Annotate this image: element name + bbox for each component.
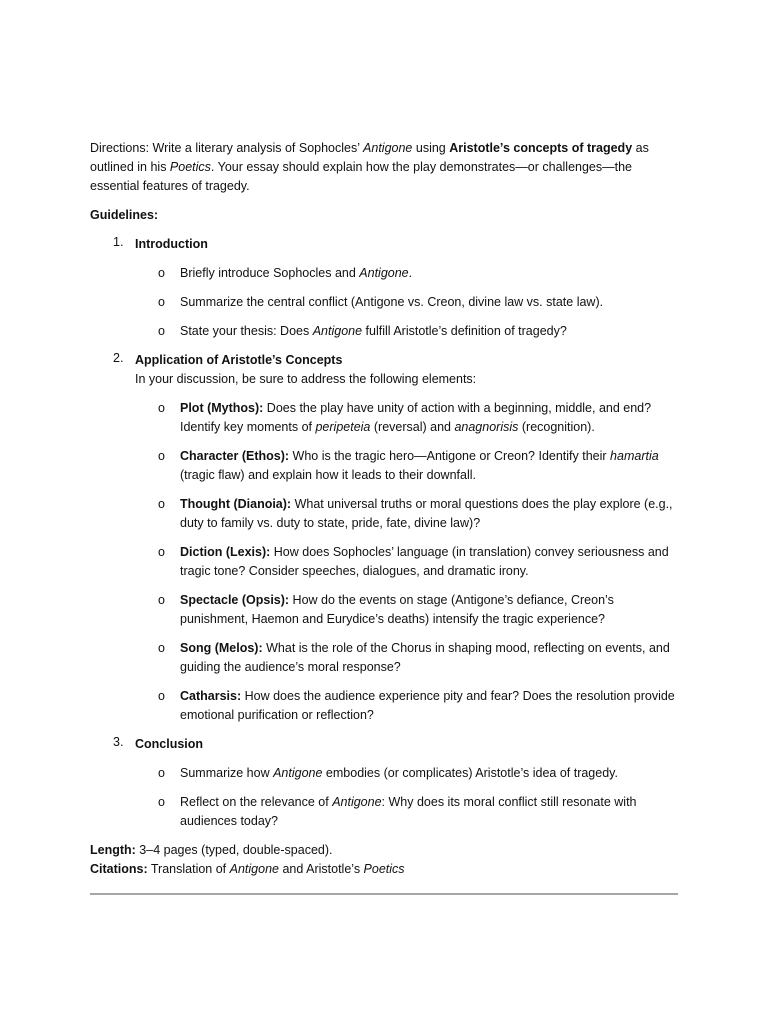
list-item: [90, 293, 682, 312]
bullet-marker: o: [158, 795, 165, 809]
bullet-text: embodies (or complicates) Aristotle’s idea of tragedy.: [322, 766, 618, 780]
bullet-marker: o: [158, 689, 165, 703]
citations-line: [90, 860, 682, 879]
bullet-marker: o: [158, 497, 165, 511]
citations-pre: Translation of: [147, 862, 230, 876]
section-number: 2.: [113, 351, 124, 365]
bullet-term: Thought (Dianoia):: [180, 497, 292, 511]
italic-term: anagnorisis: [454, 420, 519, 434]
length-line: [90, 841, 682, 860]
list-item: [90, 793, 682, 831]
bullet-text: Briefly introduce Sophocles and: [180, 266, 360, 280]
bullet-text: How does Sophocles’ language (in translation) convey seriousness and tragic tone? Consider speeches, dialogues, and dramatic irony.: [180, 545, 669, 578]
bullet-marker: o: [158, 641, 165, 655]
italic-term: Antigone: [332, 795, 382, 809]
bullet-term: Spectacle (Opsis):: [180, 593, 290, 607]
guidelines-sections: [90, 235, 682, 831]
citations-mid: and Aristotle’s: [279, 862, 364, 876]
bullet-text: (tragic flaw) and explain how it leads to their downfall.: [180, 468, 476, 482]
bullet-text: (recognition).: [518, 420, 595, 434]
bullet-text: Summarize the central conflict (Antigone vs. Creon, divine law vs. state law).: [180, 295, 604, 309]
italic-term: Antigone: [359, 266, 409, 280]
section-heading: [90, 735, 682, 754]
bullet-text: What universal truths or moral questions does the play explore (e.g., duty to family vs. duty to state, pride, fate, divine law)?: [180, 497, 673, 530]
guideline-section: [90, 351, 682, 725]
guideline-section: [90, 235, 682, 341]
directions-paragraph: [90, 139, 682, 196]
italic-term: Antigone: [273, 766, 323, 780]
bullet-text: State your thesis: Does: [180, 324, 313, 338]
bullet-term: Catharsis:: [180, 689, 242, 703]
bullet-marker: o: [158, 766, 165, 780]
bullet-text: What is the role of the Chorus in shaping mood, reflecting on events, and guiding the audience’s moral response?: [180, 641, 670, 674]
bullet-text: (reversal) and: [370, 420, 455, 434]
list-item: [90, 543, 682, 581]
bullet-text: How do the events on stage (Antigone’s defiance, Creon’s punishment, Haemon and Eurydice’s deaths) intensify the tragic experience?: [180, 593, 614, 626]
citations-poetics-title: Poetics: [363, 862, 405, 876]
assignment-document: [90, 139, 682, 879]
directions-rest: . Your essay should explain how the play demonstrates—or challenges—the essential features of tragedy.: [90, 160, 633, 193]
directions-prefix: Directions: Write a literary analysis of Sophocles’: [90, 141, 364, 155]
bullet-text: .: [408, 266, 413, 280]
bullet-marker: o: [158, 266, 165, 280]
section-title: Application of Aristotle’s Concepts: [135, 353, 343, 367]
bullet-text: : Why does its moral conflict still resonate with audiences today?: [180, 795, 637, 828]
bullet-term: Character (Ethos):: [180, 449, 290, 463]
bullet-marker: o: [158, 593, 165, 607]
section-title: Conclusion: [135, 737, 204, 751]
length-label: Length:: [90, 843, 136, 857]
citations-play-title: Antigone: [229, 862, 279, 876]
bullet-text: Reflect on the relevance of: [180, 795, 333, 809]
poetics-title: Poetics: [169, 160, 211, 174]
guidelines-heading: Guidelines:: [90, 208, 159, 222]
section-number: 1.: [113, 235, 124, 249]
bullet-list: [90, 399, 682, 725]
bullet-term: Song (Melos):: [180, 641, 263, 655]
italic-term: Antigone: [312, 324, 363, 338]
italic-term: hamartia: [610, 449, 659, 463]
bullet-text: How does the audience experience pity and fear? Does the resolution provide emotional purification or reflection?: [180, 689, 675, 722]
bullet-text: Who is the tragic hero—Antigone or Creon? Identify their: [289, 449, 611, 463]
list-item: [90, 764, 682, 783]
list-item: [90, 264, 682, 283]
bullet-text: Does the play have unity of action with a beginning, middle, and end? Identify key moments of: [180, 401, 652, 434]
list-item: [90, 639, 682, 677]
list-item: [90, 322, 682, 341]
horizontal-divider: [90, 893, 678, 895]
play-title: Antigone: [363, 141, 413, 155]
guideline-section: [90, 735, 682, 831]
bullet-marker: o: [158, 449, 165, 463]
list-item: [90, 447, 682, 485]
length-value: 3–4 pages (typed, double-spaced).: [135, 843, 333, 857]
list-item: [90, 687, 682, 725]
list-item: [90, 399, 682, 437]
section-number: 3.: [113, 735, 124, 749]
directions-after-concepts: as outlined in his: [90, 141, 649, 174]
bullet-term: Plot (Mythos):: [180, 401, 264, 415]
bullet-text: fulfill Aristotle’s definition of tragedy?: [362, 324, 567, 338]
section-heading: [90, 351, 682, 389]
bullet-text: Summarize how: [180, 766, 274, 780]
section-subtitle: In your discussion, be sure to address the following elements:: [135, 372, 477, 386]
concepts-emphasis: Aristotle’s concepts of tragedy: [449, 141, 633, 155]
bullet-marker: o: [158, 295, 165, 309]
section-heading: [90, 235, 682, 254]
bullet-marker: o: [158, 401, 165, 415]
bullet-marker: o: [158, 545, 165, 559]
bullet-marker: o: [158, 324, 165, 338]
bullet-list: [90, 764, 682, 831]
bullet-term: Diction (Lexis):: [180, 545, 271, 559]
list-item: [90, 591, 682, 629]
list-item: [90, 495, 682, 533]
citations-label: Citations:: [90, 862, 148, 876]
section-title: Introduction: [135, 237, 208, 251]
bullet-list: [90, 264, 682, 341]
directions-mid: using: [412, 141, 450, 155]
italic-term: peripeteia: [315, 420, 371, 434]
